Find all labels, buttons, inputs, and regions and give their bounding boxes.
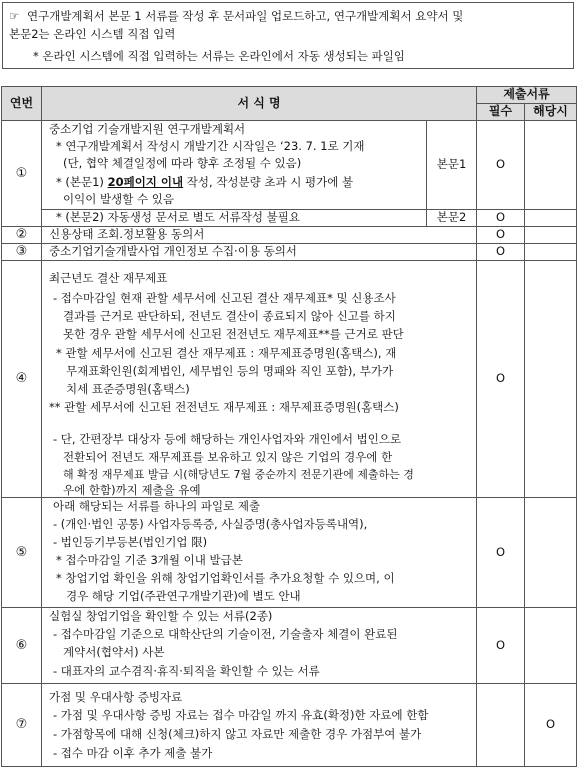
notice-line-2: 본문2는 온라인 시스템 직접 입력 <box>9 27 176 41</box>
row-2-no: ② <box>2 227 42 244</box>
row-4-no: ④ <box>2 261 42 498</box>
row-5-no: ⑤ <box>2 498 42 608</box>
row-4-applicable <box>525 261 577 498</box>
row-6-content: 실험실 창업기업을 확인할 수 있는 서류(2종) - 접수마감일 기준으로 대학산단의 기술이전, 기술출자 체결이 완료된 계약서(협약서) 사본 - 대표자의 교수겸직·휴직·퇴직을 확인할 수 있는 서류 <box>42 608 477 684</box>
pointing-hand-icon: ☞ <box>9 9 20 23</box>
row-7-content: 가점 및 우대사항 증빙자료 - 가점 및 우대사항 증빙 자료는 접수 마감일 까지 유효(확정)한 자료에 한함 - 가점항목에 대해 신청(체크)하지 않고 자료만 제출한 경우 가점부여 불가 - 접수 마감 이후 추가 제출 불가 <box>42 684 477 767</box>
row-3-required: O <box>477 244 525 261</box>
row-7-required <box>477 684 525 767</box>
col-header-required: 필수 <box>477 104 525 121</box>
row-2-content: 신용상태 조회.정보활용 동의서 <box>42 227 477 244</box>
row-2-required: O <box>477 227 525 244</box>
row-1-line-4: * (본문1) 20페이지 이내 작성, 작성분량 초과 시 평가에 불 <box>56 175 354 189</box>
row-5-content: 아래 해당되는 서류를 하나의 파일로 제출 - (개인·법인 공통) 사업자등록증, 사실증명(총사업자등록내역), - 법인등기부등본(법인기업 限) * 접수마감일 기준 3개월 이내 발급본 * 창업기업 확인을 위해 창업기업확인서를 추가요청할 수 있으며, 이 경우 해당 기업(주관연구개발기관)에 별도 안내 <box>42 498 477 608</box>
row-6-no: ⑥ <box>2 608 42 684</box>
notice-line-1: 연구개발계획서 본문 1 서류를 작성 후 문서파일 업로드하고, 연구개발계획서 요약서 및 <box>27 9 464 23</box>
row-4-content: 최근년도 결산 재무제표 - 접수마감일 현재 관할 세무서에 신고된 결산 재무제표* 및 신용조사 결과를 근거로 판단하되, 전년도 결산이 종료되지 않아 신고를 하지 못한 경우 관할 세무서에 신고된 전전년도 재무제표**를 근거로 판단 * 관할 세무서에 신고된 결산 재무제표 : 재무제표증명원(홈택스), 재 무재표확인원(회계법인, 세무법인 등의 명패와 직인 포함), 부가가 치세 표준증명원(홈택스) ** 관할 세무서에 신고된 전전년도 재무제표 : 재무제표증명원(홈택스) - 단, 간편장부 대상자 등에 해당하는 개인사업자와 개인에서 법인으로 전환되어 전년도 재무제표를 보유하고 있지 않은 기업의 경우에 한 해 확정 재무제표 발급 시(해당년도 7월 중순까지 전문기관에 제출하는 경 우에 한함)까지 제출을 유예 <box>42 261 477 498</box>
row-6-required: O <box>477 608 525 684</box>
row-1-applicable-1 <box>525 121 577 210</box>
row-1-required-2: O <box>477 210 525 227</box>
row-7-no: ⑦ <box>2 684 42 767</box>
row-3-applicable <box>525 244 577 261</box>
row-3-no: ③ <box>2 244 42 261</box>
row-5-required: O <box>477 498 525 608</box>
row-7-applicable: O <box>525 684 577 767</box>
row-1-applicable-2 <box>525 210 577 227</box>
document-table <box>1 86 577 767</box>
notice-line-3: * 온라인 시스템에 직접 입력하는 서류는 온라인에서 자동 생성되는 파일임 <box>33 49 405 63</box>
row-6-applicable <box>525 608 577 684</box>
col-header-applicable: 해당시 <box>525 104 577 121</box>
col-header-form: 서 식 명 <box>42 87 477 121</box>
row-1-sub-label-1: 본문1 <box>427 121 477 210</box>
row-1-no: ① <box>2 121 42 227</box>
row-5-applicable <box>525 498 577 608</box>
row-1-sub-label-2: 본문2 <box>427 210 477 227</box>
col-header-submit: 제출서류 <box>477 87 577 104</box>
row-4-required: O <box>477 261 525 498</box>
row-1-sub-content-2: * (본문2) 자동생성 문서로 별도 서류작성 불필요 <box>42 210 427 227</box>
row-2-applicable <box>525 227 577 244</box>
col-header-no: 연번 <box>2 87 42 121</box>
row-3-content: 중소기업기술개발사업 개인정보 수집·이용 동의서 <box>42 244 477 261</box>
row-1-content: 중소기업 기술개발지원 연구개발계획서 * 연구개발계획서 작성시 개발기간 시작일은 ‘23. 7. 1로 기재 (단, 협약 체결일정에 따라 향후 조정될 수 있음) * (본문1) 20페이지 이내 작성, 작성분량 초과 시 평가에 불 이익이 발생할 수 있음 <box>42 121 427 210</box>
row-1-required-1: O <box>477 121 525 210</box>
notice-box <box>2 2 574 69</box>
